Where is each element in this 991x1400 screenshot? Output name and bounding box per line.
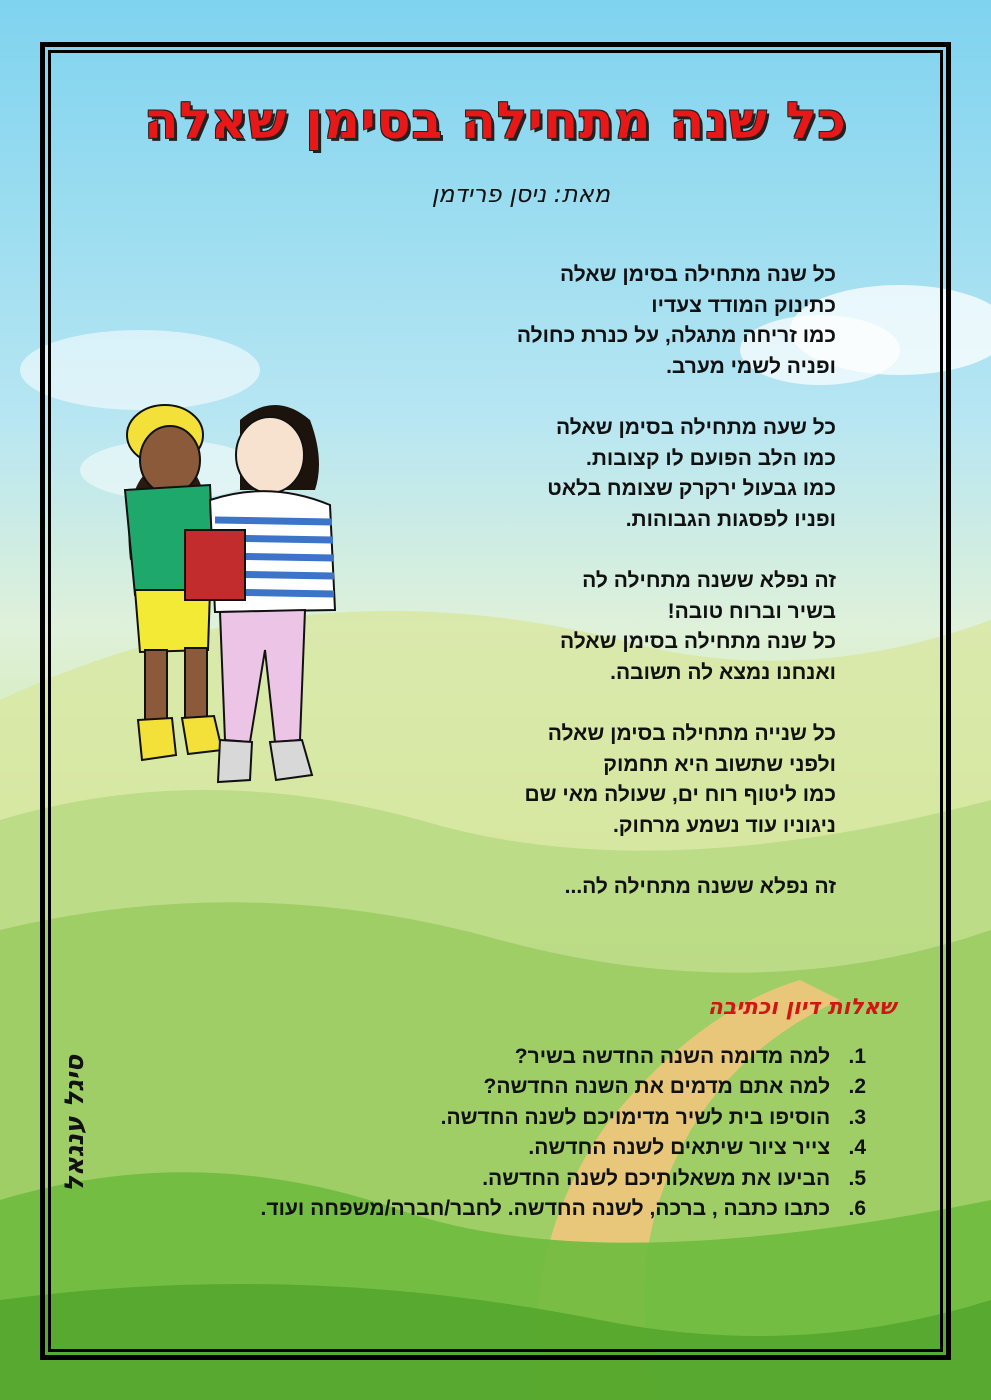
question-number: 5. [848, 1166, 866, 1190]
question-item [146, 1164, 866, 1194]
poem-line: כמו גבעול ירקרק שצומח בלאט [547, 477, 836, 501]
poem-stanza [356, 413, 836, 535]
children-illustration [90, 350, 350, 810]
question-number: 4. [848, 1136, 866, 1160]
author-credit: מאת: ניסן פרידמן [431, 180, 610, 208]
poem-line: כתינוק המודד צעדיו [651, 293, 836, 317]
poem-line: בשיר וברוח טובה! [667, 599, 836, 623]
poem-stanza [356, 719, 836, 841]
poem-line: כל שנה מתחילה בסימן שאלה [559, 630, 836, 654]
question-number: 1. [848, 1045, 866, 1068]
poem-line: ניגוניו עוד נשמע מרחוק. [612, 813, 836, 837]
question-text: הוסיפו בית לשיר מדימויכם לשנה החדשה. [440, 1105, 831, 1129]
question-text: צייר ציור שיתאים לשנה החדשה. [528, 1136, 831, 1160]
poem-line: כל שעה מתחילה בסימן שאלה [556, 415, 836, 439]
poem-stanza [356, 260, 836, 382]
poem-title: כל שנה מתחילה בסימן שאלה [144, 92, 847, 150]
question-text: הביעו את משאלותיכם לשנה החדשה. [482, 1166, 831, 1190]
question-number: 3. [848, 1105, 866, 1129]
question-item [146, 1194, 866, 1224]
poem-line: כמו זריחה מתגלה, על כנרת כחולה [516, 324, 836, 348]
poem-body [356, 260, 836, 933]
poem-line: כל שנייה מתחילה בסימן שאלה [547, 721, 836, 745]
question-item [146, 1072, 866, 1102]
poem-line: ואנחנו נמצא לה תשובה. [610, 660, 836, 684]
poem-line: ולפני שתשוב היא תחמוק [603, 752, 836, 776]
questions-heading: שאלות דיון וכתיבה [707, 995, 896, 1020]
poem-line: כל שנה מתחילה בסימן שאלה [559, 263, 836, 286]
question-number: 2. [848, 1075, 866, 1099]
poem-stanza [356, 872, 836, 903]
author-signature: סיגל ענגאל [60, 1055, 90, 1193]
poem-line: כמו הלב הפועם לו קצובות. [586, 446, 836, 470]
question-item [146, 1103, 866, 1133]
question-text: למה מדומה השנה החדשה בשיר? [514, 1045, 831, 1068]
poem-line: זה נפלא ששנה מתחילה לה [582, 568, 836, 592]
poem-line: זה נפלא ששנה מתחילה לה... [564, 874, 836, 898]
poem-stanza [356, 566, 836, 688]
poem-line: ופניה לשמי מערב. [666, 354, 836, 378]
question-item [146, 1042, 866, 1072]
questions-list [146, 1042, 866, 1224]
question-number: 6. [848, 1197, 866, 1221]
question-text: למה אתם מדמים את השנה החדשה? [483, 1075, 831, 1099]
question-item [146, 1133, 866, 1163]
poem-line: כמו ליטוף רוח ים, שעולה מאי שם [524, 783, 836, 807]
poem-line: ופניו לפסגות הגבוהות. [625, 507, 836, 531]
question-text: כתבו כתבה , ברכה, לשנה החדשה. לחבר/חברה/משפחה ועוד. [260, 1197, 831, 1221]
